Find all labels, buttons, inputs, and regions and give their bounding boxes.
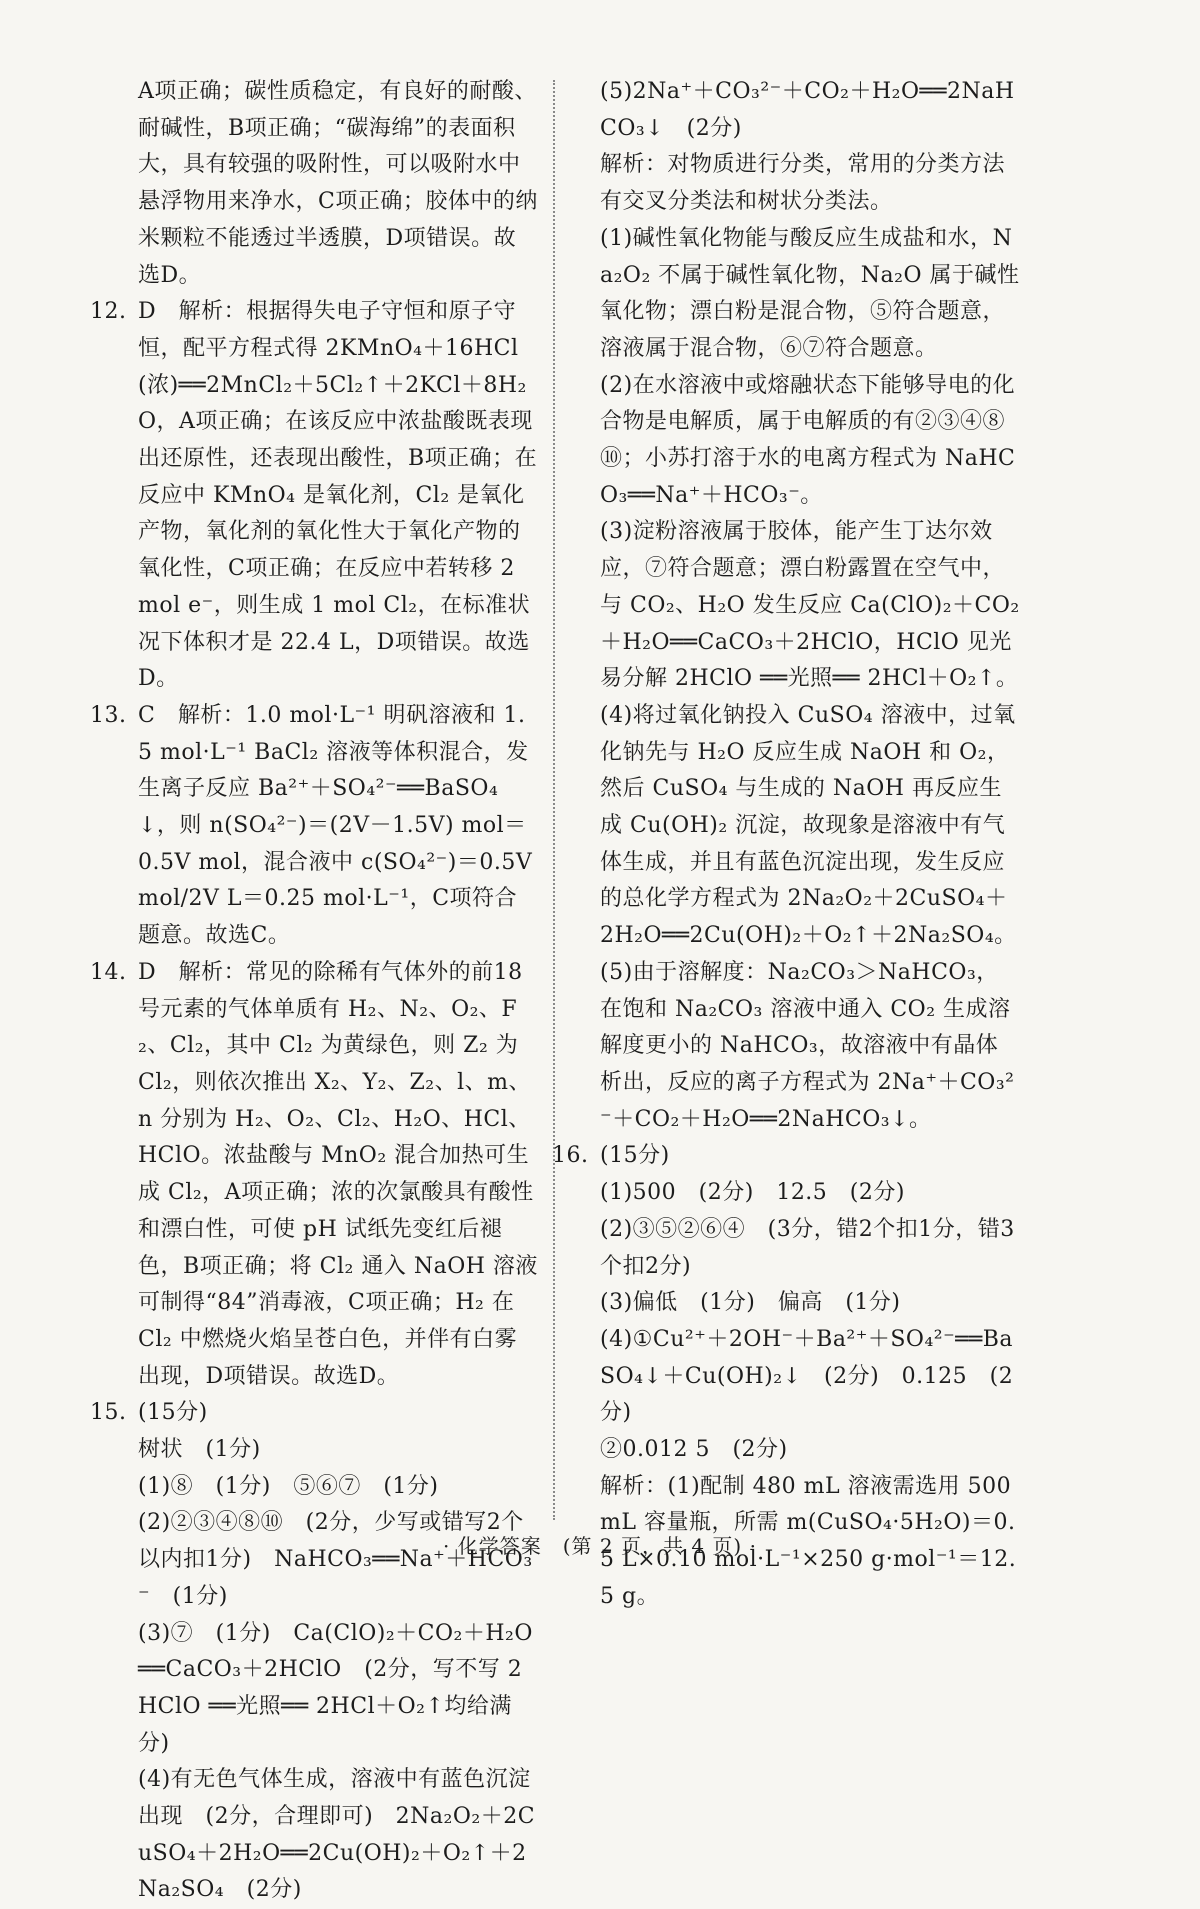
- answer-text: (4)将过氧化钠投入 CuSO₄ 溶液中，过氧化钠先与 H₂O 反应生成 NaOH 和 O₂，然后 CuSO₄ 与生成的 NaOH 再反应生成 Cu(OH)₂ 沉淀，故现象是溶液中有气体生成，并且有蓝色沉淀出现，发生反应的总化学方程式为 2Na₂O₂＋2CuSO₄＋2H₂O══2Cu(OH)₂＋O₂↑＋2Na₂SO₄。: [600, 702, 1017, 949]
- explanation: [600, 955, 1020, 1139]
- answer-text: (3)偏低 (1分) 偏高 (1分): [600, 1290, 901, 1316]
- answer-line: [600, 74, 1020, 147]
- explanation: [600, 514, 1020, 698]
- answer-text: (5)2Na⁺＋CO₃²⁻＋CO₂＋H₂O══2NaHCO₃↓ (2分): [600, 79, 1015, 141]
- answer-text: (1)碱性氧化物能与酸反应生成盐和水，Na₂O₂ 不属于碱性氧化物，Na₂O 属于碱性氧化物；漂白粉是混合物，⑤符合题意，溶液属于混合物，⑥⑦符合题意。: [600, 225, 1020, 361]
- answer-item-12: [90, 294, 538, 698]
- answer-text: (3)⑦ (1分) Ca(ClO)₂＋CO₂＋H₂O══CaCO₃＋2HClO (2分，写不写 2HClO ══光照══ 2HCl＋O₂↑均给满分): [138, 1620, 533, 1756]
- answer-text: (1)⑧ (1分) ⑤⑥⑦ (1分): [138, 1473, 439, 1499]
- answer-text: (2)③⑤②⑥④ (3分，错2个扣1分，错3个扣2分): [600, 1216, 1015, 1279]
- answer-line: [138, 1505, 538, 1615]
- answer-text: D 解析：常见的除稀有气体外的前18号元素的气体单质有 H₂、N₂、O₂、F₂、Cl₂，其中 Cl₂ 为黄绿色，则 Z₂ 为 Cl₂，则依次推出 X₂、Y₂、Z₂、l、m、n 分别为 H₂、O₂、Cl₂、H₂O、HCl、HClO。浓盐酸与 MnO₂ 混合加热可生成 Cl₂，A项正确；浓的次氯酸具有酸性和漂白性，可使 pH 试纸先变红后褪色，B项正确；将 Cl₂ 通入 NaOH 溶液可制得“84”消毒液，C项正确；H₂ 在 Cl₂ 中燃烧火焰呈苍白色，并伴有白雾出现，D项错误。故选D。: [138, 959, 538, 1389]
- answer-text: (5)由于溶解度：Na₂CO₃＞NaHCO₃，在饱和 Na₂CO₃ 溶液中通入 CO₂ 生成溶解度更小的 NaHCO₃，故溶液中有晶体析出，反应的离子方程式为 2Na⁺＋CO₃²⁻＋CO₂＋H₂O══2NaHCO₃↓。: [600, 959, 1015, 1132]
- answer-text: C 解析：1.0 mol·L⁻¹ 明矾溶液和 1.5 mol·L⁻¹ BaCl₂ 溶液等体积混合，发生离子反应 Ba²⁺＋SO₄²⁻══BaSO₄↓，则 n(SO₄²⁻)＝(2V－1.5V) mol＝0.5V mol，混合液中 c(SO₄²⁻)＝0.5V mol/2V L＝0.25 mol·L⁻¹，C项符合题意。故选C。: [138, 702, 533, 949]
- answer-line: [600, 1212, 1020, 1285]
- answer-text: A项正确；碳性质稳定，有良好的耐酸、耐碱性，B项正确；“碳海绵”的表面积大，具有较强的吸附性，可以吸附水中悬浮物用来净水，C项正确；胶体中的纳米颗粒不能透过半透膜，D项错误。故选D。: [138, 79, 538, 288]
- answer-text: (2)②③④⑧⑩ (2分，少写或错写2个以内扣1分) NaHCO₃══Na⁺＋HCO₃⁻ (1分): [138, 1510, 533, 1609]
- answer-item-16: [552, 1138, 1020, 1175]
- answer-text: 解析：对物质进行分类，常用的分类方法有交叉分类法和树状分类法。: [600, 152, 1006, 215]
- explanation: [600, 698, 1020, 955]
- answer-item-14: [90, 955, 538, 1395]
- question-number: 14.: [90, 959, 127, 985]
- answer-text: (1)500 (2分) 12.5 (2分): [600, 1180, 905, 1206]
- answer-text: (15分): [138, 1400, 208, 1426]
- explanation: [600, 147, 1020, 220]
- answer-item-15: [90, 1395, 538, 1432]
- answer-text: 解析：(1)配制 480 mL 溶液需选用 500 mL 容量瓶，所需 m(CuSO₄·5H₂O)＝0.5 L×0.10 mol·L⁻¹×250 g·mol⁻¹＝12.5 g。: [600, 1473, 1017, 1609]
- answer-line: [600, 1432, 1020, 1469]
- page-footer: · 化学答案 (第 2 页，共 4 页) ·: [443, 1534, 757, 1558]
- question-number: 16.: [552, 1143, 589, 1169]
- answer-text: (3)淀粉溶液属于胶体，能产生丁达尔效应，⑦符合题意；漂白粉露置在空气中，与 CO₂、H₂O 发生反应 Ca(ClO)₂＋CO₂＋H₂O══CaCO₃＋2HClO，HClO 见光易分解 2HClO ══光照══ 2HCl＋O₂↑。: [600, 519, 1020, 692]
- answer-block: [138, 74, 538, 294]
- explanation: [600, 368, 1020, 515]
- answer-line: [138, 1432, 538, 1469]
- right-column: [552, 74, 1020, 1616]
- question-number: 15.: [90, 1400, 127, 1426]
- answer-text: D 解析：根据得失电子守恒和原子守恒，配平方程式得 2KMnO₄＋16HCl(浓)══2MnCl₂＋5Cl₂↑＋2KCl＋8H₂O，A项正确；在该反应中浓盐酸既表现出还原性，还表现出酸性，B项正确；在反应中 KMnO₄ 是氧化剂，Cl₂ 是氧化产物，氧化剂的氧化性大于氧化产物的氧化性，C项正确；在反应中若转移 2 mol e⁻，则生成 1 mol Cl₂，在标准状况下体积才是 22.4 L，D项错误。故选D。: [138, 299, 538, 692]
- question-number: 13.: [90, 702, 127, 728]
- answer-text: (4)有无色气体生成，溶液中有蓝色沉淀出现 (2分，合理即可) 2Na₂O₂＋2CuSO₄＋2H₂O══2Cu(OH)₂＋O₂↑＋2Na₂SO₄ (2分): [138, 1767, 536, 1903]
- answer-text: ②0.012 5 (2分): [600, 1437, 788, 1463]
- answer-line: [138, 1616, 538, 1763]
- left-column: [90, 74, 538, 1909]
- answer-line: [600, 1175, 1020, 1212]
- answer-line: [138, 1762, 538, 1909]
- answer-item-13: [90, 698, 538, 955]
- answer-line: [600, 1322, 1020, 1432]
- column-divider: [553, 80, 555, 1520]
- answer-line: [138, 1469, 538, 1506]
- answer-text: (15分): [600, 1143, 670, 1169]
- answer-text: 树状 (1分): [138, 1437, 261, 1463]
- explanation: [600, 221, 1020, 368]
- answer-line: [600, 1285, 1020, 1322]
- answer-text: (4)①Cu²⁺＋2OH⁻＋Ba²⁺＋SO₄²⁻══BaSO₄↓＋Cu(OH)₂↓ (2分) 0.125 (2分): [600, 1326, 1014, 1426]
- answer-text: (2)在水溶液中或熔融状态下能够导电的化合物是电解质，属于电解质的有②③④⑧⑩；小苏打溶于水的电离方程式为 NaHCO₃══Na⁺＋HCO₃⁻。: [600, 372, 1016, 508]
- question-number: 12.: [90, 299, 127, 325]
